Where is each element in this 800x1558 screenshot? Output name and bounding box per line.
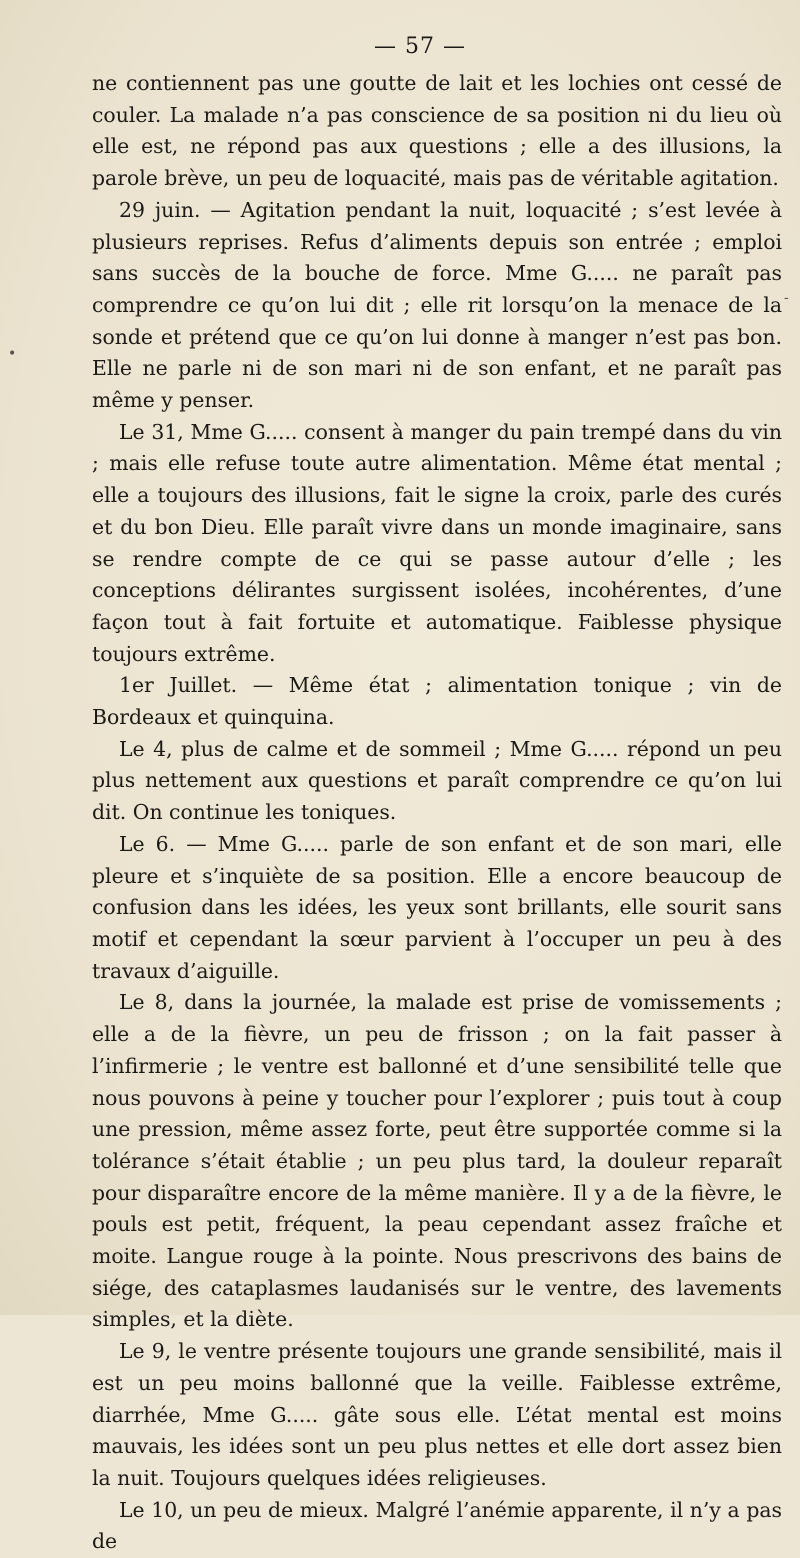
paragraph: 29 juin. — Agitation pendant la nuit, loquacité ; s’est levée à plusieurs reprises. Refus d’aliments depuis son entrée ; emploi sans succès de la bouche de force. Mme G..... ne paraît pas comprendre ce qu’on lui dit ; elle rit lorsqu’on la menace de la sonde et prétend que ce qu’on lui donne à manger n’est pas bon. Elle ne parle ni de son mari ni de son enfant, et ne paraît pas même y penser.: [92, 197, 782, 413]
paragraph: ne contiennent pas une goutte de lait et les lochies ont cessé de couler. La malade n’a pas conscience de sa position ni du lieu où elle est, ne répond pas aux questions ; elle a des illusions, la parole brève, un peu de loquacité, mais pas de véritable agitation.: [92, 71, 782, 191]
page-number: — 57 —: [374, 34, 466, 59]
paragraph: 1er Juillet. — Même état ; alimentation tonique ; vin de Bordeaux et quinquina.: [92, 673, 782, 730]
paragraph: Le 4, plus de calme et de sommeil ; Mme G..... répond un peu plus nettement aux questions et paraît comprendre ce qu’on lui dit. On continue les toniques.: [92, 736, 782, 825]
margin-dash: -: [784, 290, 789, 306]
paragraph: Le 6. — Mme G..... parle de son enfant et de son mari, elle pleure et s’inquiète de sa position. Elle a encore beaucoup de confusion dans les idées, les yeux sont brillants, elle sourit sans motif et cependant la sœur parvient à l’occuper un peu à des travaux d’aiguille.: [92, 831, 782, 983]
paragraph: Le 10, un peu de mieux. Malgré l’anémie apparente, il n’y a pas de: [92, 1497, 782, 1554]
paragraph: Le 9, le ventre présente toujours une grande sensibilité, mais il est un peu moins ballonné que la veille. Faiblesse extrême, diarrhée, Mme G..... gâte sous elle. L’état mental est moins mauvais, les idées sont un peu plus nettes et elle dort assez bien la nuit. Toujours quelques idées religieuses.: [92, 1339, 782, 1490]
body-text: [92, 68, 782, 1558]
paragraph: Le 8, dans la journée, la malade est prise de vomissements ; elle a de la fièvre, un peu de frisson ; on la fait passer à l’infirmerie ; le ventre est ballonné et d’une sensibilité telle que nous pouvons à peine y toucher pour l’explorer ; puis tout à coup une pression, même assez forte, peut être supportée comme si la tolérance s’était établie ; un peu plus tard, la douleur reparaît pour disparaître encore de la même manière. Il y a de la fièvre, le pouls est petit, fréquent, la peau cependant assez fraîche et moite. Langue rouge à la pointe. Nous prescrivons des bains de siége, des cataplasmes laudanisés sur le ventre, des lavements simples, et la diète.: [92, 990, 782, 1332]
paragraph: Le 31, Mme G..... consent à manger du pain trempé dans du vin ; mais elle refuse toute autre alimentation. Même état mental ; elle a toujours des illusions, fait le signe la croix, parle des curés et du bon Dieu. Elle paraît vivre dans un monde imaginaire, sans se rendre compte de ce qui se passe autour d’elle ; les conceptions délirantes surgissent isolées, incohérentes, d’une façon tout à fait fortuite et automatique. Faiblesse physique toujours extrême.: [92, 419, 782, 666]
margin-dot: •: [8, 346, 17, 362]
